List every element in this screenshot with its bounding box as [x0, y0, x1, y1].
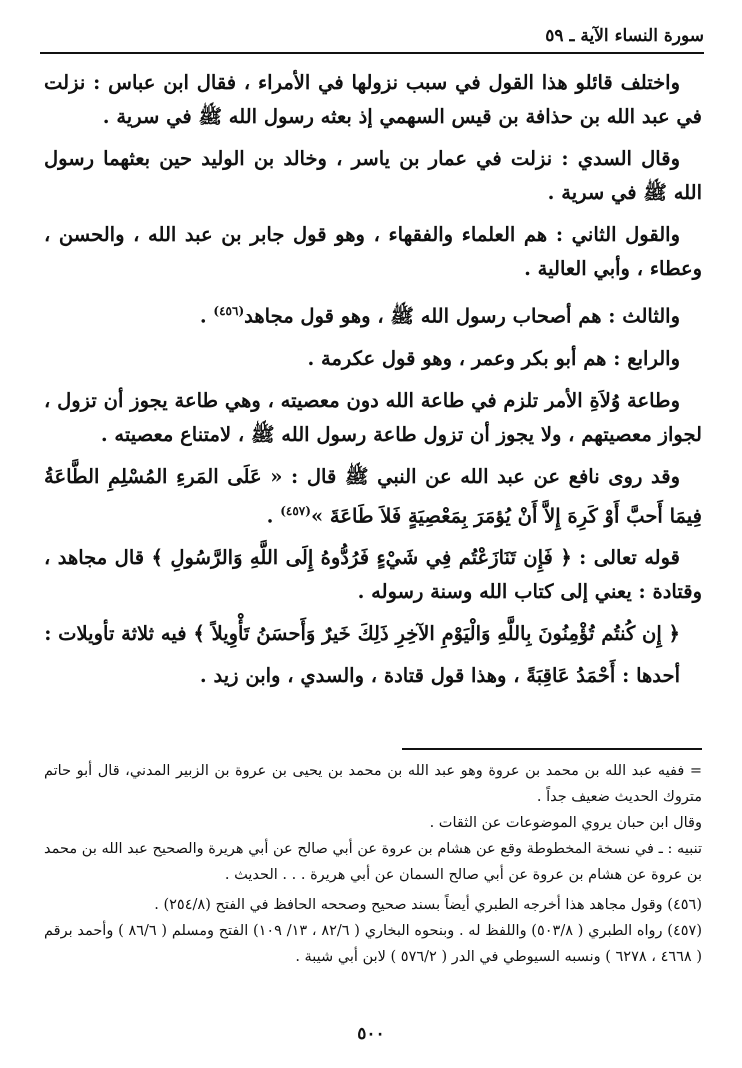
footnote-divider: [402, 748, 702, 750]
footnote: (٤٥٧) رواه الطبري ( ٥٠٣/٨) واللفظ له . وبنحوه البخاري ( ٨٢/٦ ، ١٣/ ١٠٩) الفتح ومسلم ( ٨٦/٦ ) وأحمد برقم ( ٤٦٦٨ ، ٦٢٧٨ ) ونسبه السيوطي في الدر ( ٥٧٦/٢ ) لابن أبي شيبة .: [44, 923, 702, 965]
paragraph-text: والثالث : هم أصحاب رسول الله ﷺ ، وهو قول مجاهد: [244, 304, 680, 328]
paragraph: ﴿ إِن كُنتُم تُؤْمِنُونَ بِاللَّهِ وَالْيَوْمِ الآخِرِ ذَلِكَ خَيرٌ وَأَحسَنُ تَأْوِيلاً ﴾ فيه ثلاثة تأويلات :: [44, 622, 680, 645]
footnote-ref: (٤٥٧): [280, 503, 311, 518]
main-text: [44, 66, 702, 701]
paragraph: وقال السدي : نزلت في عمار بن ياسر ، وخالد بن الوليد حين بعثهما رسول الله ﷺ في سرية .: [44, 147, 702, 204]
footnotes: [44, 758, 702, 970]
paragraph: وقد روى نافع عن عبد الله عن النبي ﷺ قال : « عَلَى المَرءِ المُسْلِمِ الطَّاعَةُ فِيمَا أَحبَّ أَوْ كَرِهَ إِلاَّ أَنْ يُؤمَرَ بِمَعْصِيَةٍ فَلاَ طَاعَةَ »$^{(٤٥٧)}$ .: [44, 464, 702, 527]
paragraph-text: وقد روى نافع عن عبد الله عن النبي ﷺ قال : « عَلَى المَرءِ المُسْلِمِ الطَّاعَةُ فِيمَا أَحبَّ أَوْ كَرِهَ إِلاَّ أَنْ يُؤمَرَ بِمَعْصِيَةٍ فَلاَ طَاعَةَ »: [44, 464, 702, 527]
footnote: وقال ابن حبان يروي الموضوعات عن الثقات .: [429, 815, 702, 831]
footnote: تنبيه : ـ في نسخة المخطوطة وقع عن هشام بن عروة عن أبي صالح عن أبي هريرة والصحيح عبد الله بن محمد بن عروة عن هشام بن عروة عن أبي صالح السمان عن أبي هريرة . . . الحديث .: [44, 841, 702, 883]
paragraph: والقول الثاني : هم العلماء والفقهاء ، وهو قول جابر بن عبد الله ، والحسن ، وعطاء ، وأبي العالية .: [44, 223, 702, 280]
footnote: (٤٥٦) وقول مجاهد هذا أخرجه الطبري أيضاً بسند صحيح وصححه الحافظ في الفتح (٢٥٤/٨) .: [154, 897, 702, 913]
paragraph: والثالث : هم أصحاب رسول الله ﷺ ، وهو قول مجاهد$^{(٤٥٦)}$ .: [199, 304, 680, 328]
paragraph: والرابع : هم أبو بكر وعمر ، وهو قول عكرمة .: [307, 346, 680, 370]
paragraph: وطاعة وُلاَةِ الأمر تلزم في طاعة الله دون معصيته ، وهي طاعة يجوز أن تزول ، لجواز معصيتهم ، ولا يجوز أن تزول طاعة رسول الله ﷺ ، لامتناع معصيته .: [44, 388, 702, 446]
header-title: سورة النساء الآية ـ ٥٩: [545, 26, 704, 46]
paragraph: أحدها : أَحْمَدُ عَاقِبَةً ، وهذا قول قتادة ، والسدي ، وابن زيد .: [199, 664, 680, 687]
footnote-ref: (٤٥٦): [213, 304, 245, 318]
page-number: ٥٠٠: [357, 1024, 385, 1044]
running-header: [40, 26, 704, 54]
footnote: = ففيه عبد الله بن محمد بن عروة وهو عبد الله بن محمد بن يحيى بن عروة بن الزبير المدني، قال أبو حاتم متروك الحديث ضعيف جداً .: [44, 763, 702, 805]
paragraph: قوله تعالى : ﴿ فَإِن تَنَازَعْتُم فِي شَيْءٍ فَرُدُّوهُ إِلَى اللَّهِ وَالرَّسُولِ ﴾ قال مجاهد ، وقتادة : يعني إلى كتاب الله وسنة رسوله .: [44, 546, 702, 603]
paragraph: واختلف قائلو هذا القول في سبب نزولها في الأمراء ، فقال ابن عباس : نزلت في عبد الله بن حذافة بن قيس السهمي إذ بعثه رسول الله ﷺ في سرية .: [44, 71, 702, 128]
